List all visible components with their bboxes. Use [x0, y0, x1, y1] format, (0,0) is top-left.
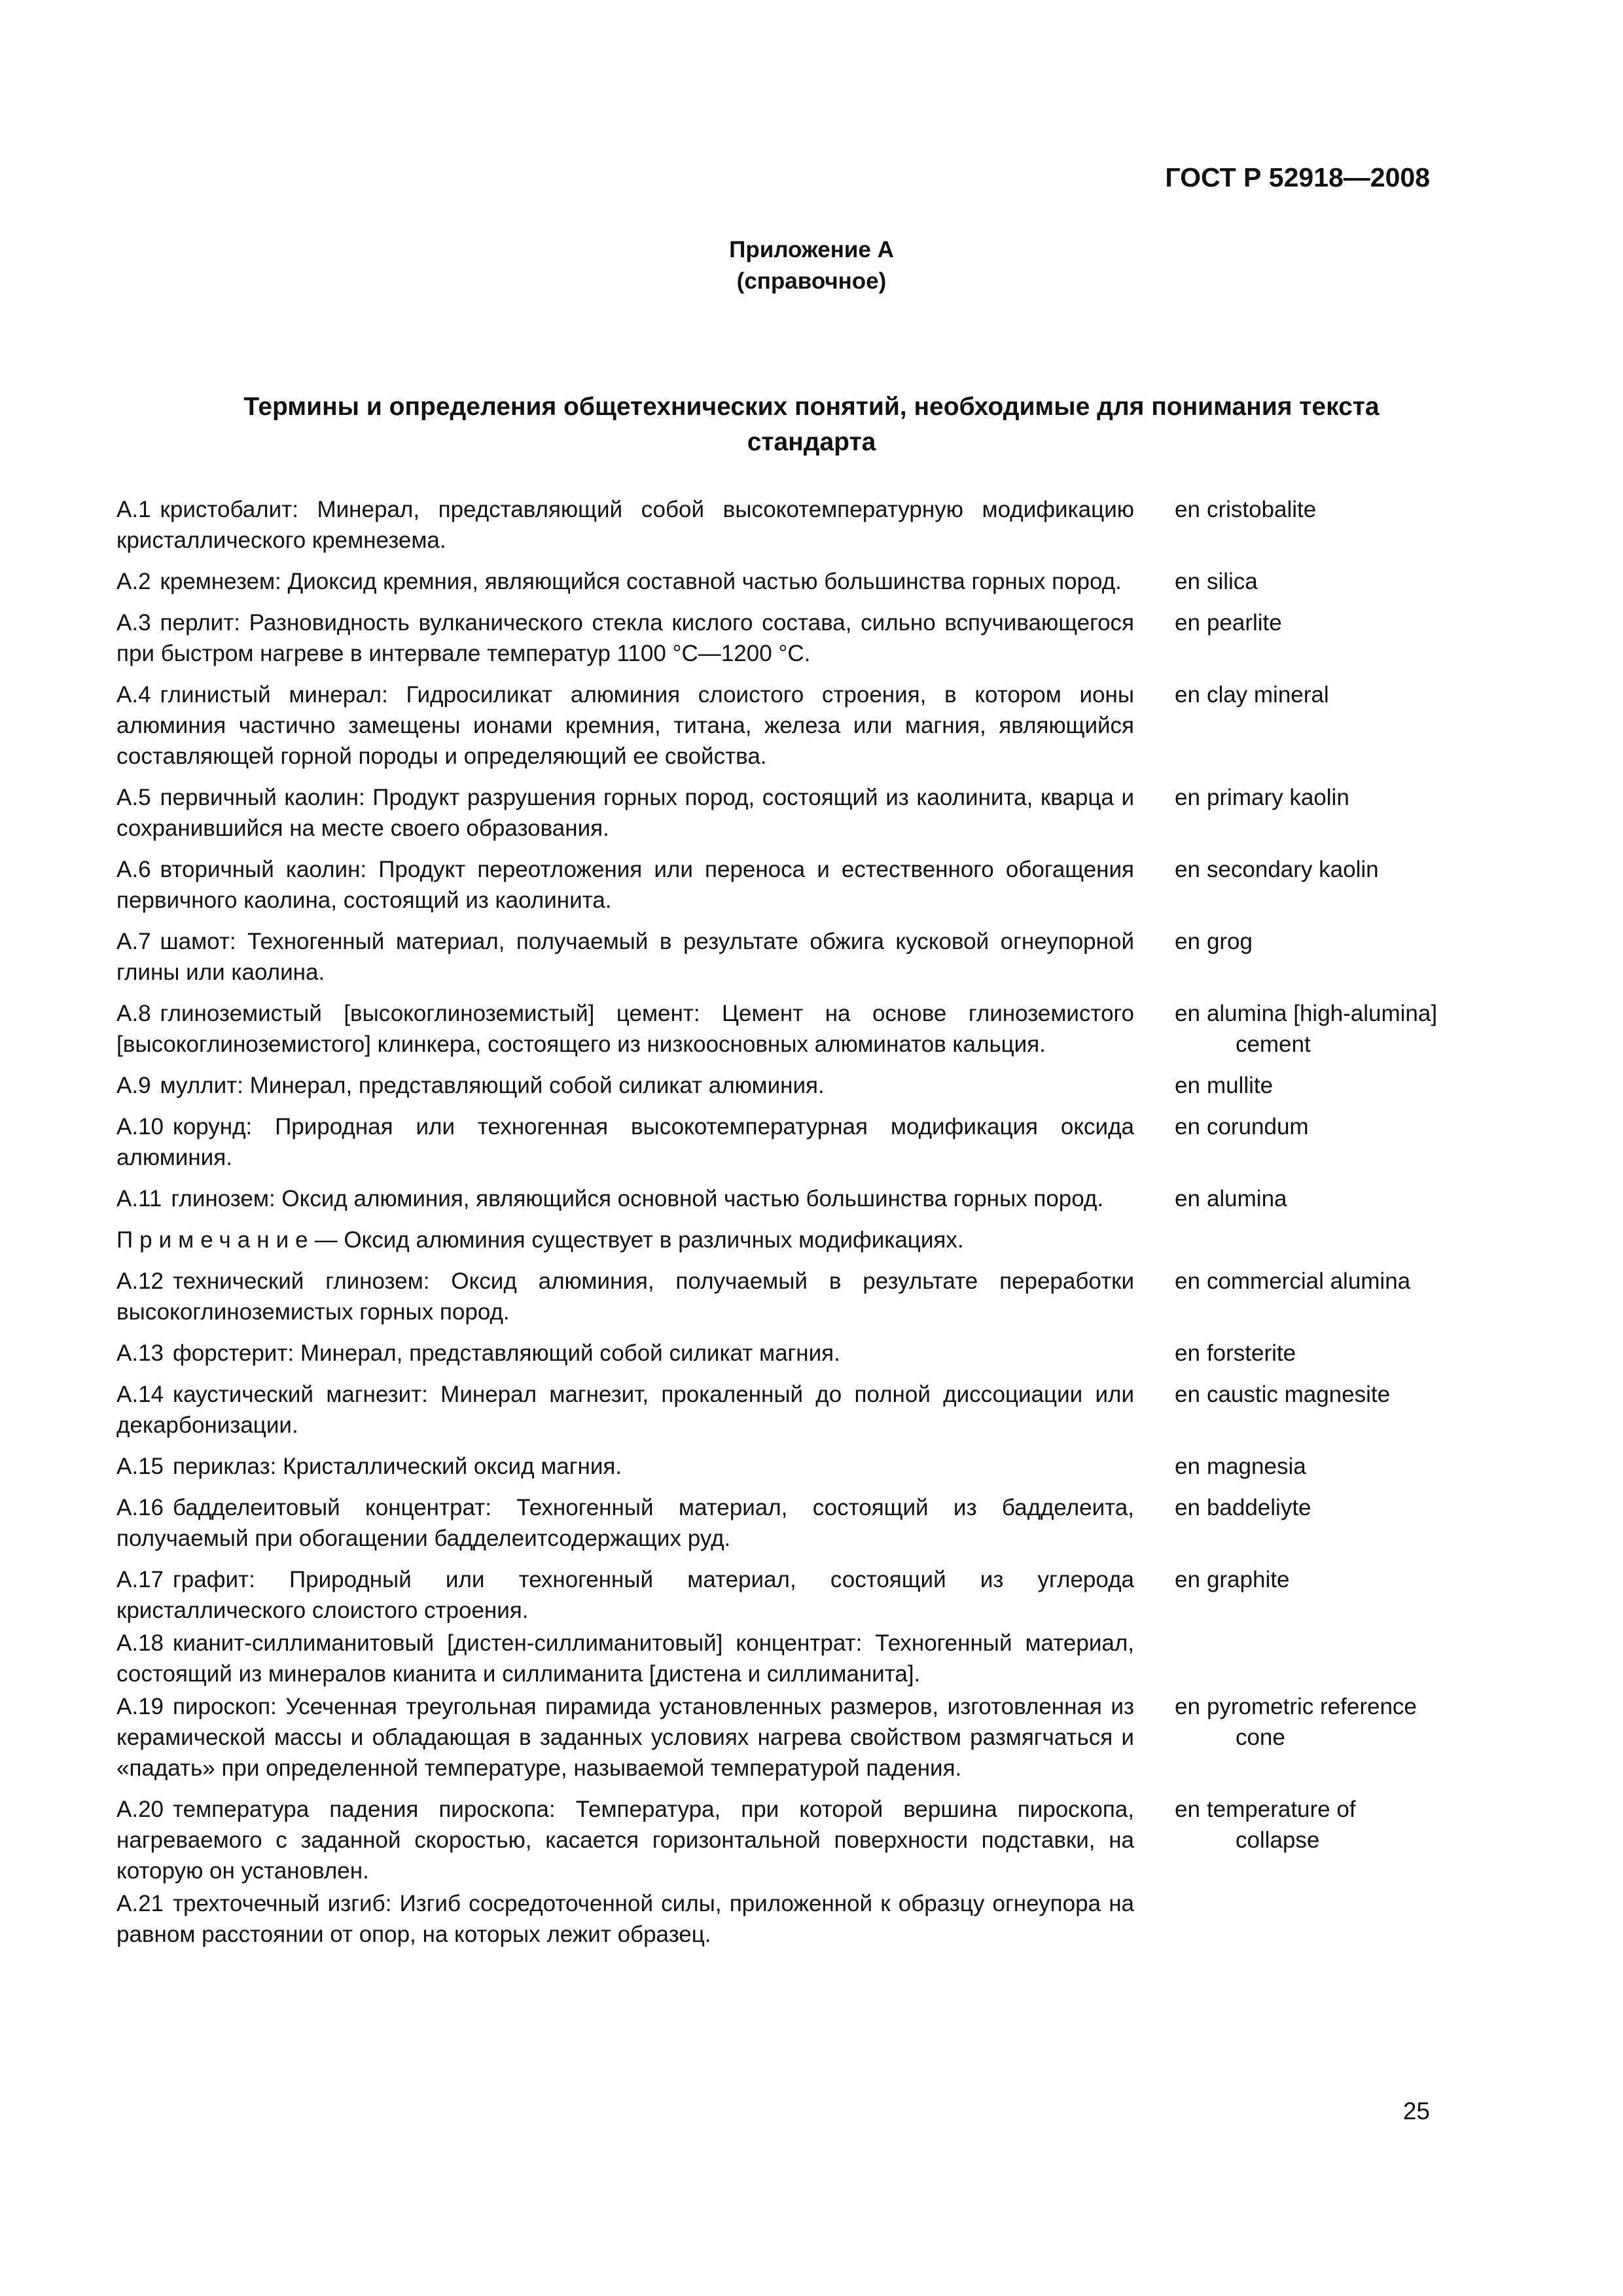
appendix-heading [0, 234, 1623, 297]
term-entry [116, 926, 1445, 988]
note-label: Примечание [116, 1227, 315, 1253]
entry-definition: шамот: Техногенный материал, получаемый в результате обжига кусковой огнеупорной глины или каолина. [116, 929, 1134, 985]
entry-number: А.19 [116, 1694, 164, 1719]
entry-number: А.12 [116, 1268, 164, 1294]
language-code: en [1175, 1001, 1200, 1026]
entry-number: А.5 [116, 785, 151, 810]
term-entry [116, 566, 1445, 597]
term-entry [116, 494, 1445, 556]
term-entry [116, 1564, 1445, 1626]
term-entry [116, 1888, 1445, 1950]
entry-definition: кристобалит: Минерал, представляющий собой высокотемпературную модификацию кристаллического кремнезема. [116, 497, 1134, 553]
entry-number: А.4 [116, 682, 151, 708]
entry-definition: вторичный каолин: Продукт переотложения или переноса и естественного обогащения первичного каолина, состоящий из каолинита. [116, 857, 1134, 913]
term-entry [116, 1070, 1445, 1101]
entry-definition: кианит-силлиманитовый [дистен-силлиманитовый] концентрат: Техногенный материал, состоящий из минералов кианита и силлиманита [дистена и силлиманита]. [116, 1630, 1134, 1687]
section-title: Термины и определения общетехнических понятий, необходимые для понимания текста стандарта [243, 393, 1380, 456]
note [116, 1225, 1445, 1255]
entry-definition: пироскоп: Усеченная треугольная пирамида установленных размеров, изготовленная из керамической массы и обладающая в заданных условиях нагрева свойством размягчаться и «падать» при определенной температуре, называемой температурой падения. [116, 1694, 1134, 1781]
language-code: en [1175, 1073, 1200, 1098]
english-term: pearlite [1206, 610, 1282, 636]
entry-number: А.20 [116, 1797, 164, 1822]
term-entry [116, 1794, 1445, 1886]
entry-number: А.13 [116, 1340, 164, 1366]
term-entry [116, 679, 1445, 772]
entry-definition: муллит: Минерал, представляющий собой силикат алюминия. [160, 1073, 825, 1098]
term-entry [116, 1628, 1445, 1689]
english-term: caustic magnesite [1206, 1382, 1391, 1407]
entry-number: А.10 [116, 1114, 164, 1139]
language-code: en [1175, 1454, 1200, 1479]
entry-number: А.18 [116, 1630, 164, 1656]
english-term: grog [1206, 929, 1253, 954]
document-code: ГОСТ Р 52918—2008 [1165, 162, 1430, 192]
english-term: temperature of collapse [1206, 1797, 1356, 1853]
term-entry [116, 1266, 1445, 1327]
language-code: en [1175, 1340, 1200, 1366]
term-entry [116, 1183, 1445, 1214]
entry-definition: форстерит: Минерал, представляющий собой силикат магния. [173, 1340, 840, 1366]
english-term: silica [1206, 569, 1258, 594]
english-term: secondary kaolin [1206, 857, 1379, 882]
term-entry [116, 1492, 1445, 1554]
entry-definition: глиноземистый [высокоглиноземистый] цемент: Цемент на основе глиноземистого [высокоглиноземистого] клинкера, состоящего из низкоосновных алюминатов кальция. [116, 1001, 1134, 1057]
language-code: en [1175, 785, 1200, 810]
entry-number: А.21 [116, 1891, 164, 1916]
entry-number: А.17 [116, 1567, 164, 1592]
entry-number: А.15 [116, 1454, 164, 1479]
language-code: en [1175, 1186, 1200, 1211]
page-number: 25 [1402, 2098, 1430, 2125]
appendix-title: Приложение А [729, 237, 894, 262]
term-entry [116, 854, 1445, 916]
entry-number: А.8 [116, 1001, 151, 1026]
entry-definition: перлит: Разновидность вулканического стекла кислого состава, сильно вспучивающегося при быстром нагреве в интервале температур 1100 °С—1200 °С. [116, 610, 1134, 666]
term-entry [116, 1338, 1445, 1369]
entry-number: А.14 [116, 1382, 164, 1407]
entry-number: А.1 [116, 497, 151, 522]
term-entry [116, 1691, 1445, 1784]
entry-definition: каустический магнезит: Минерал магнезит, прокаленный до полной диссоциации или декарбонизации. [116, 1382, 1134, 1438]
english-term: alumina [high-alumina] cement [1206, 1001, 1438, 1057]
language-code: en [1175, 1694, 1200, 1719]
language-code: en [1175, 1114, 1200, 1139]
english-term: primary kaolin [1206, 785, 1349, 810]
language-code: en [1175, 569, 1200, 594]
entry-definition: температура падения пироскопа: Температура, при которой вершина пироскопа, нагреваемого с заданной скоростью, касается горизонтальной поверхности подставки, на которую он установлен. [116, 1797, 1134, 1884]
entry-definition: кремнезем: Диоксид кремния, являющийся составной частью большинства горных пород. [160, 569, 1122, 594]
note-text: — Оксид алюминия существует в различных модификациях. [314, 1227, 964, 1253]
english-term: graphite [1206, 1567, 1290, 1592]
entry-definition: первичный каолин: Продукт разрушения горных пород, состоящий из каолинита, кварца и сохранившийся на месте своего образования. [116, 785, 1134, 841]
language-code: en [1175, 1567, 1200, 1592]
term-entry [116, 782, 1445, 844]
entry-definition: технический глинозем: Оксид алюминия, получаемый в результате переработки высокоглиноземистых горных пород. [116, 1268, 1134, 1325]
language-code: en [1175, 929, 1200, 954]
language-code: en [1175, 857, 1200, 882]
entry-definition: трехточечный изгиб: Изгиб сосредоточенной силы, приложенной к образцу огнеупора на равном расстоянии от опор, на которых лежит образец. [116, 1891, 1134, 1947]
language-code: en [1175, 682, 1200, 708]
term-entry [116, 1451, 1445, 1482]
language-code: en [1175, 1495, 1200, 1520]
english-term: commercial alumina [1206, 1268, 1411, 1294]
entry-definition: графит: Природный или техногенный материал, состоящий из углерода кристаллического слоистого строения. [116, 1567, 1134, 1623]
english-term: mullite [1206, 1073, 1274, 1098]
entry-number: А.3 [116, 610, 151, 636]
term-entry [116, 607, 1445, 669]
english-term: baddeliyte [1206, 1495, 1311, 1520]
english-term: corundum [1206, 1114, 1309, 1139]
english-term: pyrometric reference cone [1206, 1694, 1417, 1750]
entry-number: А.6 [116, 857, 151, 882]
entry-definition: корунд: Природная или техногенная высокотемпературная модификация оксида алюминия. [116, 1114, 1134, 1170]
entry-number: А.2 [116, 569, 151, 594]
language-code: en [1175, 1797, 1200, 1822]
english-term: magnesia [1206, 1454, 1306, 1479]
term-entry [116, 998, 1445, 1060]
appendix-type: (справочное) [736, 268, 887, 294]
language-code: en [1175, 1268, 1200, 1294]
entry-number: А.9 [116, 1073, 151, 1098]
english-term: forsterite [1206, 1340, 1296, 1366]
language-code: en [1175, 497, 1200, 522]
entry-number: А.7 [116, 929, 151, 954]
entry-definition: бадделеитовый концентрат: Техногенный материал, состоящий из бадделеита, получаемый при обогащении бадделеитсодержащих руд. [116, 1495, 1134, 1551]
entry-definition: периклаз: Кристаллический оксид магния. [173, 1454, 622, 1479]
terms-list [116, 494, 1445, 1960]
entry-definition: глинозем: Оксид алюминия, являющийся основной частью большинства горных пород. [171, 1186, 1104, 1211]
term-entry [116, 1111, 1445, 1173]
language-code: en [1175, 610, 1200, 636]
english-term: clay mineral [1206, 682, 1329, 708]
term-entry [116, 1379, 1445, 1441]
english-term: cristobalite [1206, 497, 1317, 522]
entry-number: А.16 [116, 1495, 164, 1520]
entry-definition: глинистый минерал: Гидросиликат алюминия слоистого строения, в котором ионы алюминия частично замещены ионами кремния, титана, железа или магния, являющийся составляющей горной породы и определяющий ее свойства. [116, 682, 1134, 769]
english-term: alumina [1206, 1186, 1287, 1211]
entry-number: А.11 [116, 1186, 162, 1211]
language-code: en [1175, 1382, 1200, 1407]
